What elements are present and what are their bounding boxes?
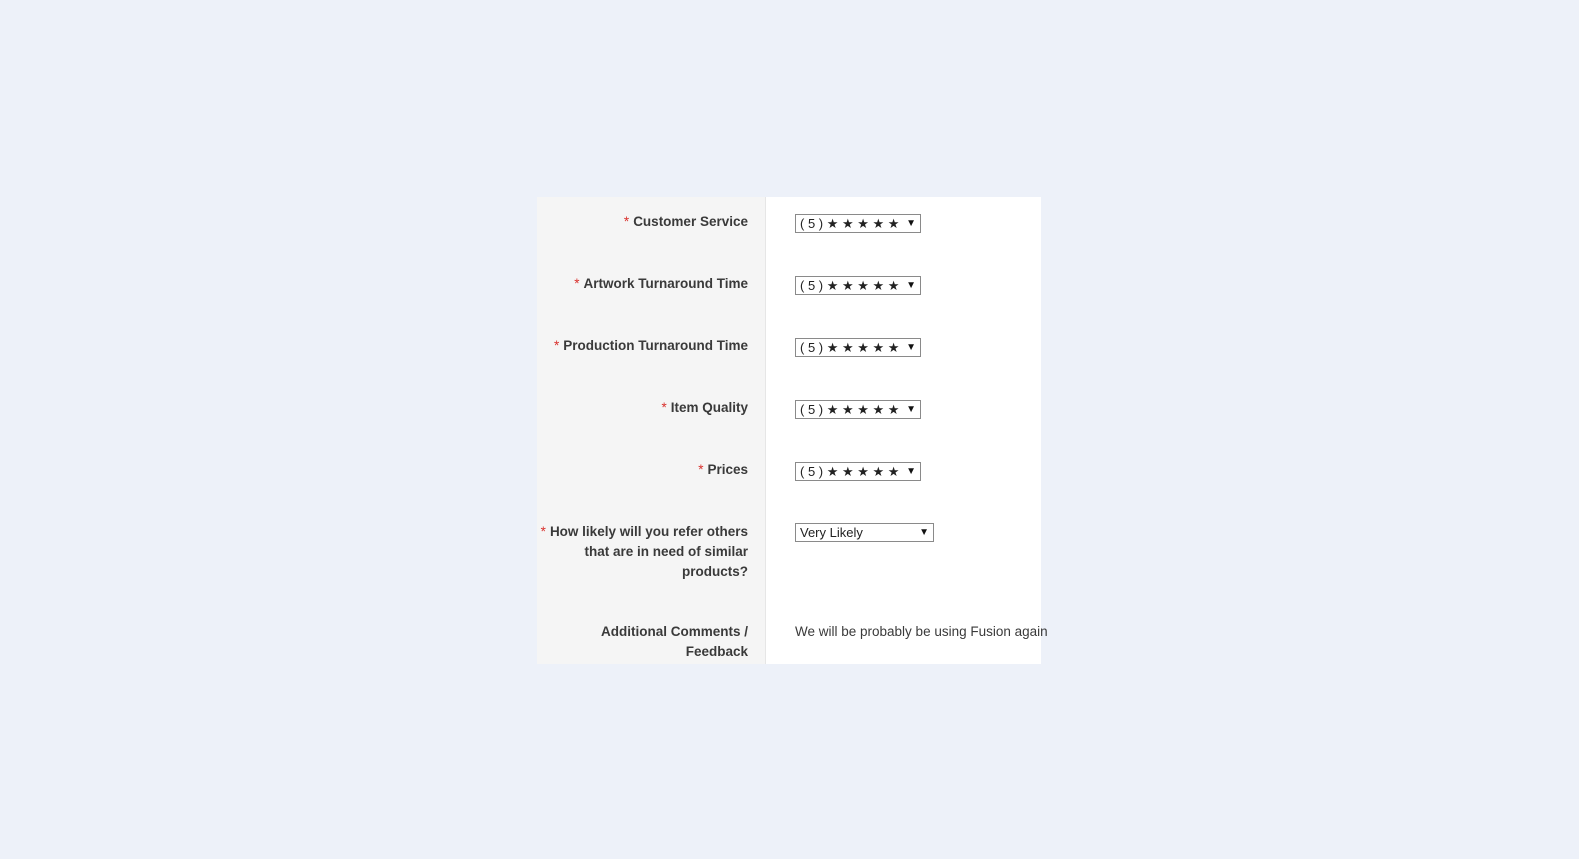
refer-likelihood-label: * How likely will you refer others that are in need of similar products?: [540, 524, 748, 579]
chevron-down-icon: ▼: [906, 342, 916, 353]
required-marker: *: [574, 276, 580, 291]
value-column: [766, 197, 1048, 664]
prices-select[interactable]: ( 5 ) ★ ★ ★ ★ ★ ▼: [795, 462, 921, 481]
chevron-down-icon: ▼: [906, 280, 916, 291]
required-marker: *: [540, 524, 546, 539]
prices-label: * Prices: [698, 462, 748, 477]
artwork-turnaround-select[interactable]: ( 5 ) ★ ★ ★ ★ ★ ▼: [795, 276, 921, 295]
artwork-turnaround-label: * Artwork Turnaround Time: [574, 276, 748, 291]
required-marker: *: [661, 400, 667, 415]
item-quality-label: * Item Quality: [661, 400, 748, 415]
chevron-down-icon: ▼: [906, 404, 916, 415]
label-column: [537, 197, 766, 664]
required-marker: *: [698, 462, 704, 477]
item-quality-select[interactable]: ( 5 ) ★ ★ ★ ★ ★ ▼: [795, 400, 921, 419]
chevron-down-icon: ▼: [906, 218, 916, 229]
chevron-down-icon: ▼: [919, 527, 929, 538]
additional-comments-value: We will be probably be using Fusion again: [795, 624, 1048, 639]
required-marker: *: [623, 214, 630, 229]
additional-comments-label: Additional Comments / Feedback: [600, 624, 748, 659]
feedback-form: [537, 197, 1048, 664]
chevron-down-icon: ▼: [906, 466, 916, 477]
production-turnaround-label: * Production Turnaround Time: [553, 338, 748, 353]
required-marker: *: [553, 338, 560, 353]
refer-likelihood-select[interactable]: Very Likely ▼: [795, 523, 934, 542]
customer-service-select[interactable]: ( 5 ) ★ ★ ★ ★ ★ ▼: [795, 214, 921, 233]
production-turnaround-select[interactable]: ( 5 ) ★ ★ ★ ★ ★ ▼: [795, 338, 921, 357]
customer-service-label: * Customer Service: [623, 214, 748, 229]
